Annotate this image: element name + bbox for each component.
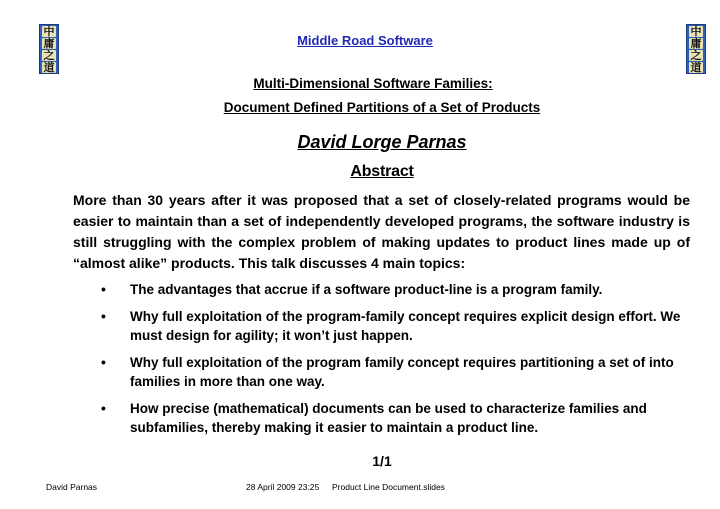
- seal-glyph: 庸: [690, 36, 702, 50]
- bullet-icon: •: [101, 400, 106, 416]
- list-item: [73, 280, 693, 299]
- seal-glyph: 之: [43, 48, 55, 62]
- seal-glyph: 中: [43, 24, 55, 38]
- seal-glyph: 道: [690, 60, 702, 74]
- footer-filename: Product Line Document.slides: [332, 482, 445, 492]
- company-header: [0, 32, 720, 50]
- seal-glyph: 道: [43, 60, 55, 74]
- seal-glyph: 中: [690, 24, 702, 38]
- abstract-heading: Abstract: [350, 163, 414, 180]
- footer-author: David Parnas: [46, 482, 98, 492]
- talk-title-line2: Document Defined Partitions of a Set of Products: [223, 100, 541, 115]
- page-number: 1/1: [372, 453, 392, 469]
- bullet-icon: •: [101, 281, 106, 297]
- seal-glyph: 庸: [43, 36, 55, 50]
- seal-glyph: 之: [690, 48, 702, 62]
- bullet-icon: •: [101, 354, 106, 370]
- list-item-text: Why full exploitation of the program-family concept requires explicit design effort. We must design for agility; it won’t just happen.: [130, 309, 681, 343]
- list-item: [73, 399, 693, 437]
- footer-date: 28 April 2009 23:25: [246, 482, 320, 492]
- author-name: David Lorge Parnas: [297, 132, 467, 152]
- topic-list: [73, 280, 693, 445]
- company-link[interactable]: Middle Road Software: [297, 33, 433, 48]
- list-item-text: Why full exploitation of the program family concept requires partitioning a set of into families in more than one way.: [130, 355, 674, 389]
- talk-title-line1: Multi-Dimensional Software Families:: [253, 76, 493, 91]
- list-item: [73, 353, 693, 391]
- list-item-text: How precise (mathematical) documents can be used to characterize families and subfamilies, thereby making it easier to maintain a product line.: [130, 401, 647, 435]
- abstract-intro-paragraph: More than 30 years after it was proposed that a set of closely-related programs would be easier to maintain than a set of independently developed programs, the software industry is still struggling with the complex problem of making updates to product lines made up of “almost alike” products. This talk discusses 4 main topics:: [73, 192, 690, 271]
- list-item-text: The advantages that accrue if a software product-line is a program family.: [130, 282, 603, 297]
- bullet-icon: •: [101, 308, 106, 324]
- list-item: [73, 307, 693, 345]
